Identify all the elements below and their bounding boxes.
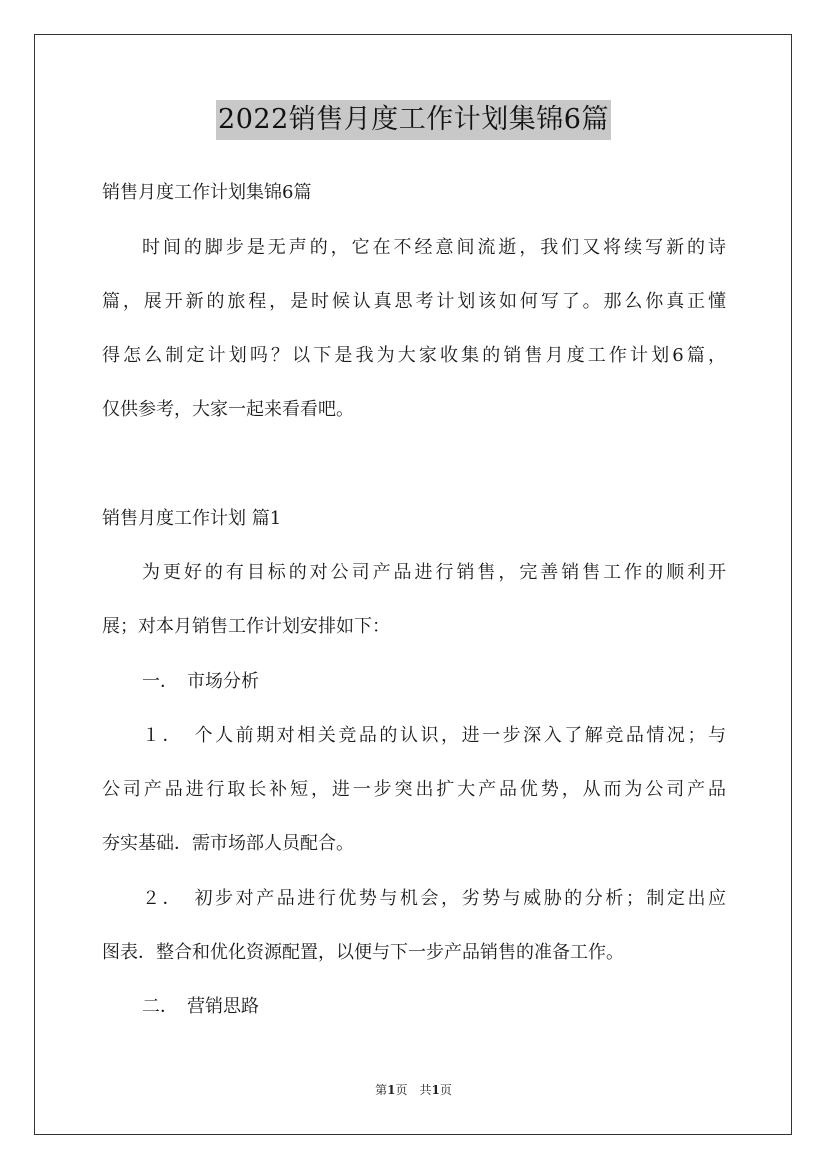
subtitle-line: 销售月度工作计划集锦6篇 [102, 182, 312, 203]
subheading-market-analysis: 一． 市场分析 [142, 671, 259, 692]
point-2-line-2: 图表．整合和优化资源配置，以便与下一步产品销售的准备工作。 [102, 942, 624, 963]
plan-paragraph-line-2: 展；对本月销售工作计划安排如下： [102, 616, 390, 637]
footer-page-mid: 页 共 [395, 1083, 432, 1097]
point-1-line-1: １． 个人前期对相关竞品的认识，进一步深入了解竞品情况；与 [142, 725, 726, 746]
page-footer [0, 1082, 827, 1098]
intro-paragraph-line-3: 得怎么制定计划吗？以下是我为大家收集的销售月度工作计划6篇， [102, 345, 726, 366]
point-2-line-1: ２． 初步对产品进行优势与机会，劣势与威胁的分析；制定出应 [142, 888, 726, 909]
plan-paragraph-line-1: 为更好的有目标的对公司产品进行销售，完善销售工作的顺利开 [142, 562, 726, 583]
section-heading-plan-1: 销售月度工作计划 篇1 [102, 508, 282, 529]
document-title: 2022销售月度工作计划集锦6篇 [216, 100, 611, 140]
footer-page-total: 1 [431, 1083, 440, 1097]
intro-paragraph-line-1: 时间的脚步是无声的，它在不经意间流逝，我们又将续写新的诗 [142, 237, 726, 258]
point-1-line-2: 公司产品进行取长补短，进一步突出扩大产品优势，从而为公司产品 [102, 779, 726, 800]
footer-page-prefix: 第 [375, 1083, 388, 1097]
point-1-line-3: 夯实基础．需市场部人员配合。 [102, 833, 354, 854]
intro-paragraph-line-2: 篇，展开新的旅程，是时候认真思考计划该如何写了。那么你真正懂 [102, 291, 726, 312]
document-title-wrapper [0, 100, 827, 140]
intro-paragraph-line-4: 仅供参考，大家一起来看看吧。 [102, 399, 354, 420]
footer-page-suffix: 页 [439, 1083, 452, 1097]
footer-page-current: 1 [387, 1083, 396, 1097]
subheading-marketing-ideas: 二． 营销思路 [142, 996, 259, 1017]
